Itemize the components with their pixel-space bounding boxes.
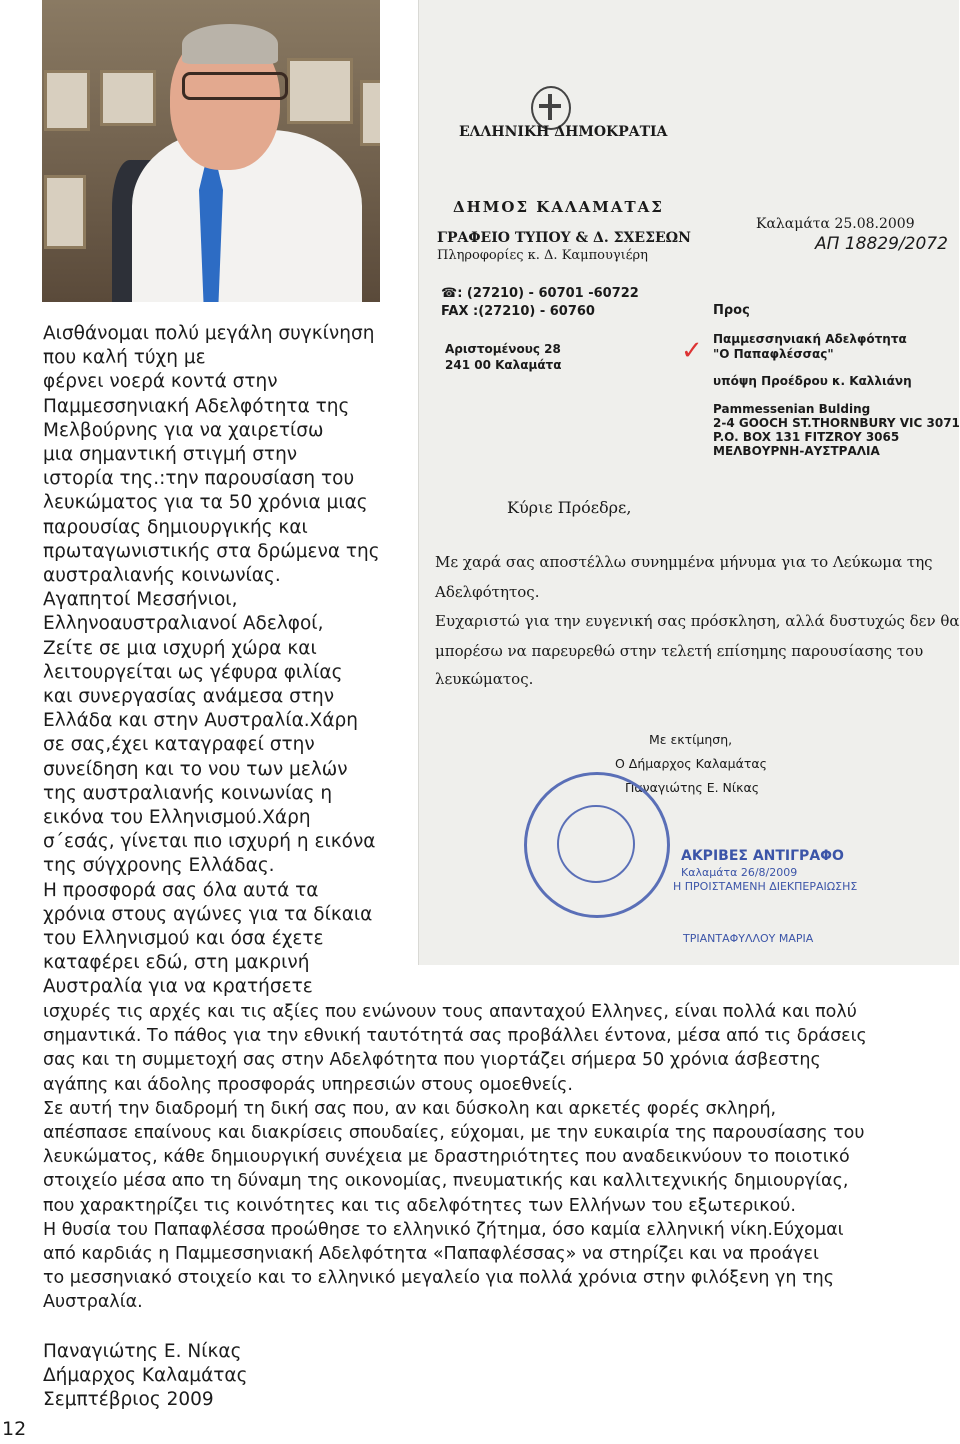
text-line: λευκώματος για τα 50 χρόνια μιας bbox=[43, 492, 368, 514]
text-line: που χαρακτηρίζει τις κοινότητες και τις αδελφότητες των Ελλήνων του εξωτερικού. bbox=[43, 1195, 796, 1216]
text-line: Ελλάδα και στην Αυστραλία.Χάρη bbox=[43, 710, 358, 732]
text-line: πρωταγωνιστικής στα δρώμενα της bbox=[43, 540, 380, 562]
page-number: 12 bbox=[2, 1418, 27, 1440]
text-line: Η προσφορά σας όλα αυτά τα bbox=[43, 879, 319, 901]
text-line: Η θυσία του Παπαφλέσσα προώθησε το ελληνικό ζήτημα, όσο καμία ελληνική νίκη.Εύχομαι bbox=[43, 1219, 844, 1240]
letter-closing-2: Ο Δήμαρχος Καλαμάτας bbox=[615, 756, 767, 771]
letter-salutation: Κύριε Πρόεδρε, bbox=[507, 498, 632, 517]
text-line: φέρνει νοερά κοντά στην bbox=[43, 371, 278, 393]
text-line: και συνεργασίας ανάμεσα στην bbox=[43, 686, 335, 708]
text-line: καταφέρει εδώ, στη μακρινή bbox=[43, 952, 310, 974]
letter-phone: ☎: (27210) - 60701 -60722 bbox=[441, 286, 639, 301]
letter-to-label: Προς bbox=[713, 303, 750, 318]
text-line: από καρδιάς η Παμμεσσηνιακή Αδελφότητα «Παπαφλέσσας» να στηρίζει και να προάγει bbox=[43, 1244, 819, 1265]
text-line: της σύγχρονης Ελλάδας. bbox=[43, 855, 275, 877]
signature-date: Σεμπτέβριος 2009 bbox=[43, 1389, 214, 1411]
letter-recipient-2: "Ο Παπαφλέσσας" bbox=[713, 347, 834, 361]
wide-text-block bbox=[43, 1000, 867, 1315]
text-line: που καλή τύχη με bbox=[43, 347, 206, 369]
text-line: Αγαπητοί Μεσσήνιοι, bbox=[43, 589, 238, 611]
official-seal-icon bbox=[524, 772, 670, 918]
signature-block bbox=[43, 1340, 247, 1413]
text-line: Μελβούρνης για να χαιρετίσω bbox=[43, 419, 324, 441]
letter-info: Πληροφορίες κ. Δ. Καμπουγιέρη bbox=[437, 248, 648, 263]
text-line: Αισθάνομαι πολύ μεγάλη συγκίνηση bbox=[43, 323, 375, 344]
text-line: Σε αυτή την διαδρομή τη δική σας που, αν και δύσκολη και αρκετές φορές σκληρή, bbox=[43, 1098, 777, 1119]
certified-date: Καλαμάτα 26/8/2009 bbox=[681, 866, 798, 879]
text-line: Αυστραλία. bbox=[43, 1292, 143, 1313]
letter-body-3: Ευχαριστώ για την ευγενική σας πρόσκληση, αλλά δυστυχώς δεν θα bbox=[435, 612, 960, 630]
text-line: σημαντικά. Το πάθος για την εθνική ταυτότητά σας προβάλλει έντονα, μέσα από τις δράσεις bbox=[43, 1026, 867, 1047]
mayor-photo bbox=[42, 0, 380, 302]
letter-body-1: Με χαρά σας αποστέλλω συνημμένα μήνυμα για το Λεύκωμα της bbox=[435, 553, 933, 571]
letter-recipient-6: P.O. BOX 131 FITZROY 3065 bbox=[713, 430, 900, 444]
text-line: το μεσσηνιακό στοιχείο και το ελληνικό μεγαλείο για πολλά χρόνια στην φιλόξενη γη της bbox=[43, 1268, 834, 1289]
checkmark-icon: ✓ bbox=[681, 336, 703, 366]
narrow-text-block bbox=[43, 322, 380, 1000]
letter-header-country: ΕΛΛΗΝΙΚΗ ΔΗΜΟΚΡΑΤΙΑ bbox=[459, 124, 668, 140]
signature-name: Παναγιώτης Ε. Νίκας bbox=[43, 1341, 242, 1362]
letter-body-4: μπορέσω να παρευρεθώ στην τελετή επίσημης παρουσίασης του bbox=[435, 642, 924, 660]
text-line: συνείδηση και το νου των μελών bbox=[43, 758, 348, 780]
text-line: Αυστραλία για να κρατήσετε bbox=[43, 976, 313, 998]
text-line: σ΄εσάς, γίνεται πιο ισχυρή η εικόνα bbox=[43, 831, 376, 853]
letter-scan bbox=[418, 0, 959, 965]
text-line: εικόνα του Ελληνισμού.Χάρη bbox=[43, 807, 311, 829]
certified-role: Η ΠΡΟΙΣΤΑΜΕΝΗ ΔΙΕΚΠΕΡΑΙΩΣΗΣ bbox=[673, 880, 858, 893]
letter-office: ΓΡΑΦΕΙΟ ΤΥΠΟΥ & Δ. ΣΧΕΣΕΩΝ bbox=[437, 230, 691, 246]
letter-recipient-7: ΜΕΛΒΟΥΡΝΗ-ΑΥΣΤΡΑΛΙΑ bbox=[713, 444, 880, 458]
signature-title: Δήμαρχος Καλαμάτας bbox=[43, 1365, 248, 1387]
text-line: σας και τη συμμετοχή σας στην Αδελφότητα που γιορτάζει σήμερα 50 χρόνια άσβεστης bbox=[43, 1050, 821, 1071]
text-line: απέσπασε επαίνους και διακρίσεις σπουδαίες, εύχομαι, με την ευκαιρία της παρουσίασης του bbox=[43, 1123, 865, 1144]
text-line: αγάπης και άδολης προσφοράς υπηρεσιών στους ομοεθνείς. bbox=[43, 1074, 573, 1095]
letter-recipient-4: Pammessenian Bulding bbox=[713, 402, 871, 416]
certified-copy-stamp: ΑΚΡΙΒΕΣ ΑΝΤΙΓΡΑΦΟ bbox=[681, 848, 844, 864]
text-line: λευκώματος, κάθε δημιουργική συνέχεια με δραστηριότητες που αναδεικνύουν το ποιοτικό bbox=[43, 1147, 850, 1168]
letter-closing-1: Με εκτίμηση, bbox=[649, 732, 733, 747]
text-line: του Ελληνισμού και όσα έχετε bbox=[43, 928, 324, 950]
text-line: στοιχείο μέσα απο τη δύναμη της οικονομίας, πνευματικής και καλλιτεχνικής δημιουργίας, bbox=[43, 1171, 849, 1192]
letter-address-2: 241 00 Καλαμάτα bbox=[445, 358, 562, 372]
letter-body-5: λευκώματος. bbox=[435, 670, 534, 688]
certified-name: ΤΡΙΑΝΤΑΦΥΛΛΟΥ ΜΑΡΙΑ bbox=[683, 932, 814, 945]
text-line: ιστορία της.:την παρουσίαση του bbox=[43, 468, 355, 490]
letter-recipient-3: υπόψη Προέδρου κ. Καλλιάνη bbox=[713, 374, 912, 388]
text-line: λειτουργείται ως γέφυρα φιλίας bbox=[43, 661, 343, 683]
letter-date: Καλαμάτα 25.08.2009 bbox=[756, 216, 915, 232]
text-line: μια σημαντική στιγμή στην bbox=[43, 444, 298, 466]
text-line: χρόνια στους αγώνες για τα δίκαια bbox=[43, 903, 373, 925]
letter-recipient-5: 2-4 GOOCH ST.THORNBURY VIC 3071 bbox=[713, 416, 960, 430]
letter-fax: FAX :(27210) - 60760 bbox=[441, 304, 595, 319]
text-line: Ζείτε σε μια ισχυρή χώρα και bbox=[43, 637, 317, 659]
text-line: ισχυρές τις αρχές και τις αξίες που ενώνουν τους απανταχού Ελληνες, είναι πολλά και πολύ bbox=[43, 1002, 857, 1022]
letter-recipient-1: Παμμεσσηνιακή Αδελφότητα bbox=[713, 332, 907, 346]
text-line: αυστραλιανής κοινωνίας. bbox=[43, 565, 281, 587]
text-line: της αυστραλιανής κοινωνίας η bbox=[43, 782, 333, 804]
text-line: Παμμεσσηνιακή Αδελφότητα της bbox=[43, 395, 350, 417]
text-line: παρουσίας δημιουργικής και bbox=[43, 516, 308, 538]
letter-municipality: ΔΗΜΟΣ ΚΑΛΑΜΑΤΑΣ bbox=[453, 198, 664, 216]
text-line: σε σας,έχει καταγραφεί στην bbox=[43, 734, 315, 756]
text-line: Ελληνοαυστραλιανοί Αδελφοί, bbox=[43, 613, 324, 635]
letter-protocol: ΑΠ 18829/2072 bbox=[815, 234, 948, 254]
letter-closing-3: Παναγιώτης Ε. Νίκας bbox=[625, 780, 760, 795]
letter-body-2: Αδελφότητος. bbox=[435, 583, 540, 601]
letter-address-1: Αριστομένους 28 bbox=[445, 342, 561, 356]
